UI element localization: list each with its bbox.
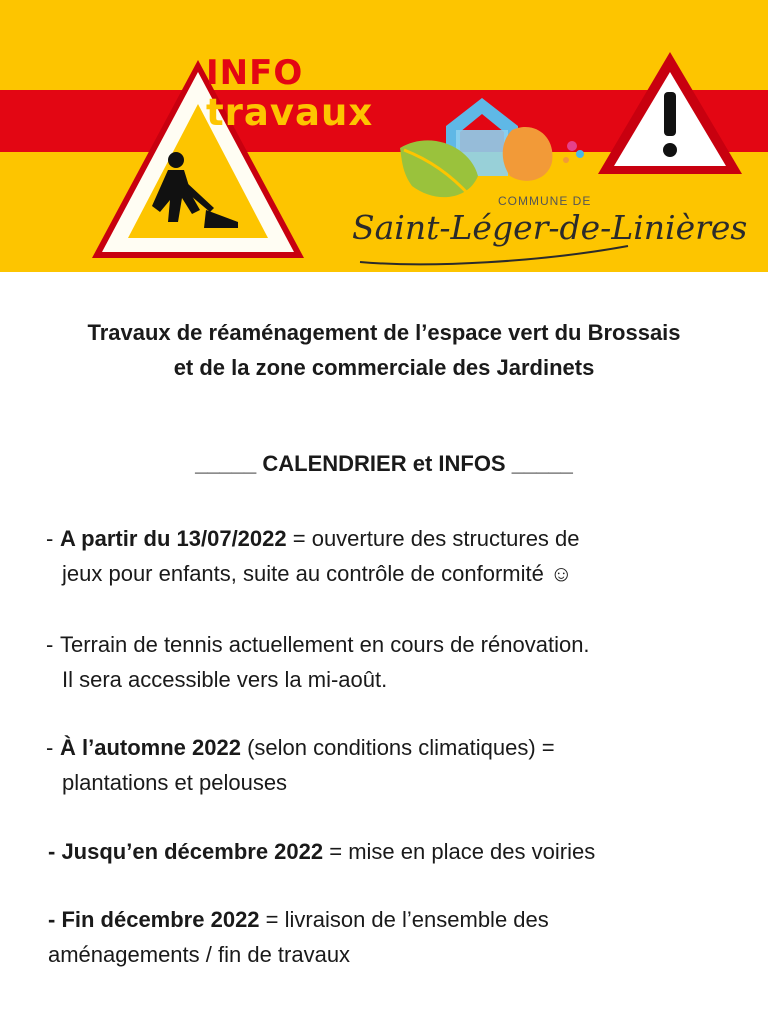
title-info: INFO xyxy=(206,53,304,93)
notice-subject xyxy=(0,315,768,385)
item-date: A partir du 13/07/2022 xyxy=(60,526,287,551)
commune-label: COMMUNE DE xyxy=(498,194,592,208)
title-travaux: travaux xyxy=(206,91,374,134)
item-text-line2: plantations et pelouses xyxy=(62,770,288,795)
item-date: - Jusqu’en décembre 2022 xyxy=(48,839,324,864)
item-text: = livraison de l’ensemble des xyxy=(259,907,549,932)
item-dash: - xyxy=(46,526,54,551)
info-travaux-banner xyxy=(0,0,768,272)
list-item xyxy=(48,902,549,972)
item-text: = ouverture des structures de xyxy=(286,526,580,551)
item-text: (selon conditions climatiques) = xyxy=(240,735,555,760)
subject-line-1: Travaux de réaménagement de l’espace vert du Brossais xyxy=(87,320,681,345)
section-heading: _____ CALENDRIER et INFOS _____ xyxy=(195,451,573,476)
warning-triangle-icon xyxy=(598,52,742,174)
list-item xyxy=(46,627,590,697)
commune-name: Saint-Léger-de-Linières xyxy=(352,208,748,247)
item-dash: - xyxy=(46,632,54,657)
subject-line-2: et de la zone commerciale des Jardinets xyxy=(173,355,595,380)
item-text-line2: Il sera accessible vers la mi-août. xyxy=(62,667,388,692)
item-text: Terrain de tennis actuellement en cours de rénovation. xyxy=(60,632,590,657)
item-date: À l’automne 2022 xyxy=(60,735,241,760)
item-text-line2: jeux pour enfants, suite au contrôle de conformité ☺ xyxy=(62,561,573,586)
item-date: - Fin décembre 2022 xyxy=(48,907,260,932)
list-item xyxy=(48,834,595,869)
list-item xyxy=(46,521,580,591)
item-text-line2: aménagements / fin de travaux xyxy=(48,942,351,967)
list-item xyxy=(46,730,555,800)
item-text: = mise en place des voiries xyxy=(323,839,596,864)
item-dash: - xyxy=(46,735,54,760)
info-travaux-title xyxy=(206,53,374,134)
